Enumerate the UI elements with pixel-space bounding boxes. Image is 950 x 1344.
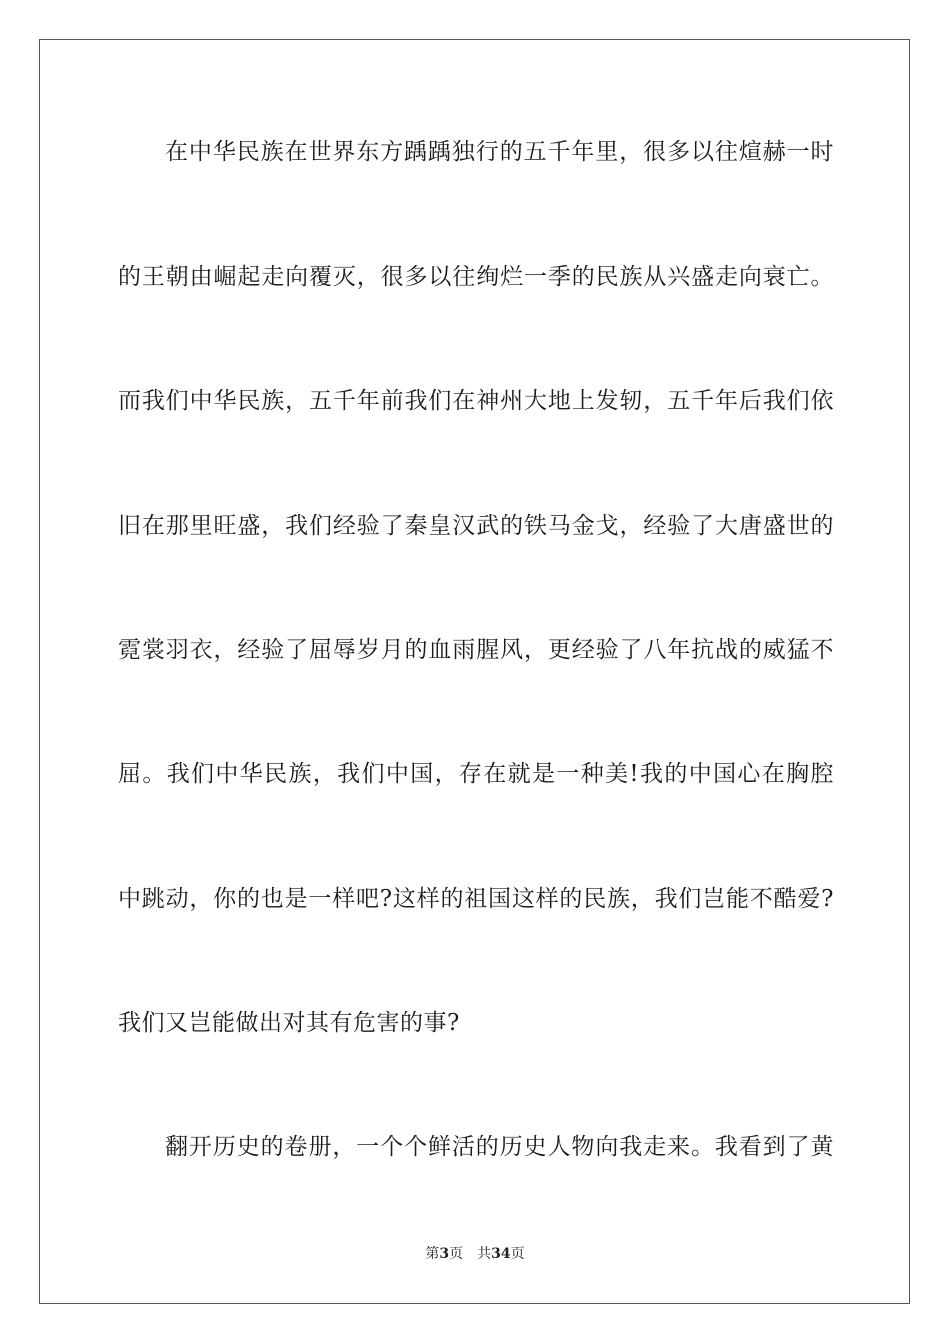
text-line-4: 旧在那里旺盛，我们经验了秦皇汉武的铁马金戈，经验了大唐盛世的	[118, 513, 834, 539]
total-prefix: 共	[477, 1246, 492, 1262]
page-suffix: 页	[449, 1246, 464, 1262]
text-line-3: 而我们中华民族，五千年前我们在神州大地上发轫，五千年后我们依	[118, 388, 834, 414]
text-line-2: 的王朝由崛起走向覆灭，很多以往绚烂一季的民族从兴盛走向衰亡。	[118, 264, 834, 290]
total-pages: 34	[491, 1246, 511, 1262]
text-line-5: 霓裳羽衣，经验了屈辱岁月的血雨腥风，更经验了八年抗战的威猛不	[118, 637, 834, 663]
page-footer	[0, 1244, 950, 1264]
text-line-7: 中跳动，你的也是一样吧?这样的祖国这样的民族，我们岂能不酷爱?	[118, 886, 834, 912]
text-line-6: 屈。我们中华民族，我们中国，存在就是一种美!我的中国心在胸腔	[118, 761, 834, 787]
total-suffix: 页	[510, 1246, 525, 1262]
page-border	[39, 39, 910, 1304]
text-line-1: 在中华民族在世界东方踽踽独行的五千年里，很多以往煊赫一时	[165, 139, 834, 165]
text-line-9: 翻开历史的卷册，一个个鲜活的历史人物向我走来。我看到了黄	[165, 1134, 834, 1160]
page-number: 3	[439, 1246, 450, 1262]
page-prefix: 第	[425, 1246, 440, 1262]
text-line-8: 我们又岂能做出对其有危害的事?	[118, 1010, 460, 1036]
